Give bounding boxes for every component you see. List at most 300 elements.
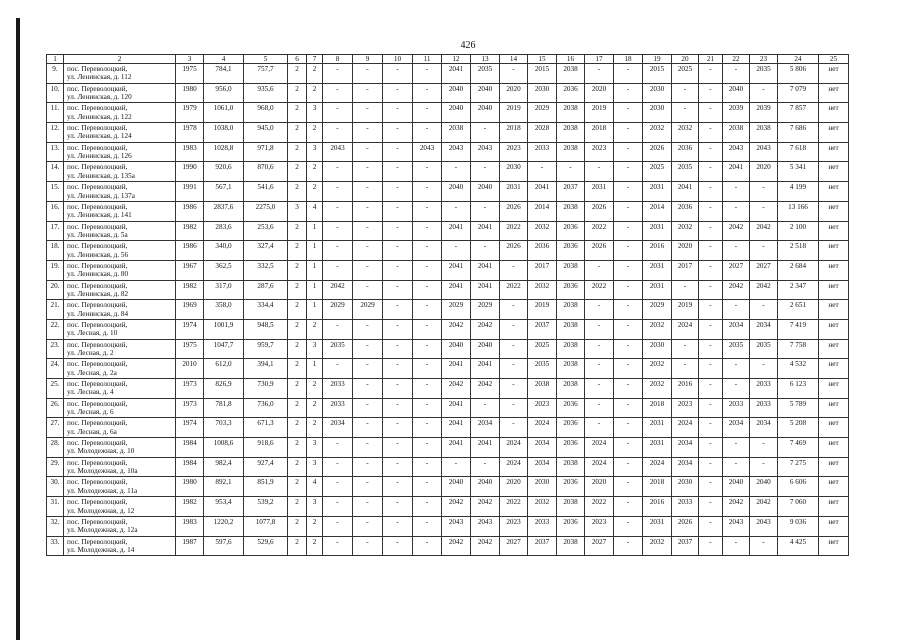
table-cell: 959,7 xyxy=(244,339,288,359)
table-cell: - xyxy=(353,280,383,300)
table-cell: 2031 xyxy=(643,260,672,280)
table-cell: 2 xyxy=(288,319,307,339)
table-cell: - xyxy=(614,477,643,497)
table-row xyxy=(47,300,849,320)
table-cell: 2024 xyxy=(500,457,528,477)
table-cell: - xyxy=(353,339,383,359)
table-cell: 2 xyxy=(288,457,307,477)
address-line: ул. Молодежная, д. 10а xyxy=(67,467,138,476)
address-line: ул. Лесная, д. 10 xyxy=(67,329,118,338)
table-row xyxy=(47,516,849,536)
table-cell: 1 xyxy=(307,359,323,379)
table-cell: - xyxy=(699,221,723,241)
address-line: пос. Переволоцкий, xyxy=(67,65,128,73)
table-cell: - xyxy=(323,83,353,103)
table-cell: 2041 xyxy=(442,221,471,241)
table-cell: 2036 xyxy=(557,241,585,261)
table-cell: - xyxy=(413,300,442,320)
row-number-cell: 18. xyxy=(47,241,64,261)
table-cell: 4 199 xyxy=(778,182,819,202)
table-cell: нет xyxy=(819,418,849,438)
table-cell: 2040 xyxy=(442,477,471,497)
table-cell: - xyxy=(413,536,442,556)
table-cell: 2 xyxy=(307,516,323,536)
table-cell: 2024 xyxy=(528,418,557,438)
address-line: ул. Ленинская, д. 112 xyxy=(67,73,132,82)
table-cell: 2020 xyxy=(585,83,614,103)
table-cell: 2024 xyxy=(643,457,672,477)
table-cell: - xyxy=(500,418,528,438)
table-cell: 2030 xyxy=(528,83,557,103)
table-cell: 2036 xyxy=(557,516,585,536)
table-cell: - xyxy=(672,359,699,379)
table-row xyxy=(47,241,849,261)
table-cell: 2034 xyxy=(723,319,750,339)
column-header: 8 xyxy=(323,55,353,64)
table-cell: - xyxy=(699,162,723,182)
table-container xyxy=(46,54,849,556)
address-cell xyxy=(64,142,176,162)
table-cell: 2042 xyxy=(471,379,500,399)
table-cell: - xyxy=(585,418,614,438)
table-cell: 4 xyxy=(307,201,323,221)
table-cell: - xyxy=(723,359,750,379)
table-cell: 2031 xyxy=(643,516,672,536)
table-cell: 7 686 xyxy=(778,123,819,143)
table-cell: 2 xyxy=(307,123,323,143)
table-cell: - xyxy=(699,260,723,280)
table-row xyxy=(47,359,849,379)
address-line: пос. Переволоцкий, xyxy=(67,84,128,93)
table-cell: 1984 xyxy=(176,457,204,477)
table-cell: 781,8 xyxy=(204,398,244,418)
table-cell: - xyxy=(353,221,383,241)
table-cell: 13 166 xyxy=(778,201,819,221)
table-cell: 784,1 xyxy=(204,64,244,84)
table-cell: 2 100 xyxy=(778,221,819,241)
address-cell xyxy=(64,536,176,556)
table-cell: 7 419 xyxy=(778,319,819,339)
table-cell: 2 xyxy=(288,182,307,202)
table-cell: 2034 xyxy=(750,418,778,438)
table-cell: 2036 xyxy=(557,398,585,418)
table-cell: - xyxy=(383,516,413,536)
table-cell: 2029 xyxy=(323,300,353,320)
table-cell: 2043 xyxy=(471,142,500,162)
table-cell: - xyxy=(323,162,353,182)
table-cell: нет xyxy=(819,398,849,418)
table-cell: 541,6 xyxy=(244,182,288,202)
table-cell: 5 341 xyxy=(778,162,819,182)
table-cell: - xyxy=(585,379,614,399)
table-cell: - xyxy=(323,103,353,123)
table-cell: 2036 xyxy=(672,142,699,162)
header-row xyxy=(47,55,849,64)
table-cell: - xyxy=(353,319,383,339)
table-cell: 7 857 xyxy=(778,103,819,123)
table-cell: - xyxy=(442,162,471,182)
table-cell: 2026 xyxy=(585,201,614,221)
table-cell: 2042 xyxy=(750,280,778,300)
table-cell: - xyxy=(500,379,528,399)
table-cell: 2034 xyxy=(672,457,699,477)
table-cell: 1 xyxy=(307,300,323,320)
table-cell: 2038 xyxy=(442,123,471,143)
table-cell: 1 xyxy=(307,260,323,280)
table-cell: 2035 xyxy=(723,339,750,359)
table-cell: 1975 xyxy=(176,64,204,84)
address-cell xyxy=(64,123,176,143)
table-cell: - xyxy=(471,457,500,477)
table-cell: 2031 xyxy=(643,438,672,458)
table-cell: 1991 xyxy=(176,182,204,202)
column-header: 20 xyxy=(672,55,699,64)
address-line: пос. Переволоцкий, xyxy=(67,439,128,448)
table-cell: 2040 xyxy=(471,182,500,202)
table-cell: 2042 xyxy=(750,221,778,241)
table-header xyxy=(47,55,849,64)
table-cell: 2029 xyxy=(442,300,471,320)
table-cell: 1987 xyxy=(176,536,204,556)
table-cell: - xyxy=(699,379,723,399)
table-cell: 1986 xyxy=(176,241,204,261)
table-cell: 2033 xyxy=(723,398,750,418)
table-cell: - xyxy=(413,123,442,143)
table-cell: 2038 xyxy=(557,260,585,280)
table-cell: - xyxy=(614,379,643,399)
table-cell: - xyxy=(699,359,723,379)
table-cell: - xyxy=(723,182,750,202)
address-line: ул. Ленинская, д. 80 xyxy=(67,270,129,279)
table-cell: нет xyxy=(819,142,849,162)
table-cell: - xyxy=(723,64,750,84)
table-cell: нет xyxy=(819,280,849,300)
table-cell: 948,5 xyxy=(244,319,288,339)
table-cell: 2036 xyxy=(557,438,585,458)
table-cell: - xyxy=(699,497,723,517)
address-line: пос. Переволоцкий, xyxy=(67,183,128,192)
table-cell: - xyxy=(614,221,643,241)
table-cell: нет xyxy=(819,438,849,458)
table-cell: 2027 xyxy=(723,260,750,280)
table-cell: - xyxy=(699,64,723,84)
address-line: ул. Ленинская, д. 135а xyxy=(67,171,135,180)
table-cell: 2038 xyxy=(557,339,585,359)
table-cell: 2034 xyxy=(528,438,557,458)
table-cell: 2035 xyxy=(672,162,699,182)
table-cell: - xyxy=(383,221,413,241)
table-cell: - xyxy=(585,300,614,320)
table-cell: 2029 xyxy=(471,300,500,320)
table-cell: 2020 xyxy=(500,83,528,103)
table-cell: 2037 xyxy=(528,536,557,556)
table-cell: - xyxy=(353,123,383,143)
address-cell xyxy=(64,241,176,261)
table-cell: 2038 xyxy=(557,300,585,320)
address-line: пос. Переволоцкий, xyxy=(67,163,128,172)
table-cell: - xyxy=(383,438,413,458)
address-cell xyxy=(64,339,176,359)
table-cell: нет xyxy=(819,477,849,497)
table-cell: нет xyxy=(819,359,849,379)
table-cell: 2027 xyxy=(585,536,614,556)
table-cell: - xyxy=(413,260,442,280)
table-cell: 2040 xyxy=(442,83,471,103)
table-cell: - xyxy=(413,280,442,300)
table-cell: 2041 xyxy=(471,359,500,379)
table-cell: 2033 xyxy=(323,379,353,399)
table-cell: - xyxy=(353,182,383,202)
column-header: 25 xyxy=(819,55,849,64)
table-cell: - xyxy=(699,201,723,221)
table-cell: 2020 xyxy=(750,162,778,182)
table-cell: - xyxy=(723,438,750,458)
table-cell: - xyxy=(383,319,413,339)
table-row xyxy=(47,339,849,359)
table-cell: 9 036 xyxy=(778,516,819,536)
table-cell: 2043 xyxy=(750,142,778,162)
table-cell: 935,6 xyxy=(244,83,288,103)
table-cell: - xyxy=(353,457,383,477)
table-cell: 3 xyxy=(307,339,323,359)
table-cell: 2025 xyxy=(672,64,699,84)
table-row xyxy=(47,457,849,477)
table-cell: 1982 xyxy=(176,280,204,300)
table-cell: 2022 xyxy=(500,280,528,300)
column-header: 2 xyxy=(64,55,176,64)
address-cell xyxy=(64,300,176,320)
table-cell: 1983 xyxy=(176,516,204,536)
table-cell: - xyxy=(323,438,353,458)
table-cell: 2017 xyxy=(672,260,699,280)
address-cell xyxy=(64,201,176,221)
table-cell: 1220,2 xyxy=(204,516,244,536)
table-cell: 362,5 xyxy=(204,260,244,280)
address-line: пос. Переволоцкий, xyxy=(67,458,128,467)
table-cell: 2040 xyxy=(442,182,471,202)
table-cell: - xyxy=(353,162,383,182)
table-cell: 1028,8 xyxy=(204,142,244,162)
table-cell: 2 xyxy=(288,359,307,379)
table-cell: 2038 xyxy=(557,103,585,123)
table-cell: 2040 xyxy=(471,477,500,497)
table-cell: 2022 xyxy=(585,280,614,300)
table-cell: - xyxy=(353,64,383,84)
table-cell: 2040 xyxy=(750,477,778,497)
table-cell: 2030 xyxy=(643,103,672,123)
address-line: пос. Переволоцкий, xyxy=(67,498,128,507)
table-cell: - xyxy=(672,83,699,103)
table-cell: 2030 xyxy=(500,162,528,182)
table-cell: 2 xyxy=(288,162,307,182)
table-cell: 2015 xyxy=(643,64,672,84)
table-cell: 2035 xyxy=(750,339,778,359)
table-cell: 2014 xyxy=(528,201,557,221)
address-line: ул. Ленинская, д. 82 xyxy=(67,289,129,298)
table-cell: 2034 xyxy=(723,418,750,438)
table-cell: - xyxy=(750,201,778,221)
table-cell: 1001,9 xyxy=(204,319,244,339)
table-cell: 2038 xyxy=(557,319,585,339)
table-cell: - xyxy=(699,280,723,300)
table-cell: 2038 xyxy=(528,379,557,399)
table-cell: 2032 xyxy=(528,280,557,300)
table-cell: - xyxy=(614,497,643,517)
table-cell: нет xyxy=(819,201,849,221)
table-cell: 2023 xyxy=(500,142,528,162)
table-cell: 953,4 xyxy=(204,497,244,517)
table-cell: 2026 xyxy=(643,142,672,162)
table-cell: - xyxy=(614,103,643,123)
column-header: 13 xyxy=(471,55,500,64)
address-line: пос. Переволоцкий, xyxy=(67,143,128,152)
table-row xyxy=(47,123,849,143)
table-cell: 851,9 xyxy=(244,477,288,497)
table-cell: - xyxy=(500,300,528,320)
address-cell xyxy=(64,398,176,418)
table-cell: - xyxy=(614,438,643,458)
table-cell: 2023 xyxy=(528,398,557,418)
table-row xyxy=(47,477,849,497)
table-cell: - xyxy=(353,418,383,438)
row-number-cell: 19. xyxy=(47,260,64,280)
table-cell: 2043 xyxy=(323,142,353,162)
table-cell: 1982 xyxy=(176,497,204,517)
table-cell: - xyxy=(672,339,699,359)
table-cell: 1 xyxy=(307,241,323,261)
table-cell: - xyxy=(353,398,383,418)
table-cell: - xyxy=(471,123,500,143)
table-cell: 7 469 xyxy=(778,438,819,458)
table-cell: 2040 xyxy=(471,103,500,123)
column-header: 19 xyxy=(643,55,672,64)
table-cell: нет xyxy=(819,64,849,84)
table-cell: - xyxy=(383,418,413,438)
table-cell: 2034 xyxy=(323,418,353,438)
address-cell xyxy=(64,64,176,84)
table-cell: - xyxy=(353,241,383,261)
table-cell: - xyxy=(383,83,413,103)
table-cell: нет xyxy=(819,83,849,103)
table-cell: 3 xyxy=(307,103,323,123)
table-cell: 2042 xyxy=(442,497,471,517)
page-number: 426 xyxy=(460,40,476,51)
table-cell: 2 xyxy=(288,221,307,241)
table-cell: 2 347 xyxy=(778,280,819,300)
table-cell: 2033 xyxy=(528,142,557,162)
table-cell: - xyxy=(585,339,614,359)
table-cell: 327,4 xyxy=(244,241,288,261)
table-cell: - xyxy=(699,418,723,438)
address-cell xyxy=(64,280,176,300)
table-cell: 2027 xyxy=(500,536,528,556)
table-cell: 597,6 xyxy=(204,536,244,556)
column-header: 12 xyxy=(442,55,471,64)
table-cell: 2031 xyxy=(643,221,672,241)
table-cell: 2038 xyxy=(557,201,585,221)
address-cell xyxy=(64,260,176,280)
table-cell: 968,0 xyxy=(244,103,288,123)
table-cell: - xyxy=(699,398,723,418)
table-cell: 2032 xyxy=(643,379,672,399)
table-cell: 2042 xyxy=(750,497,778,517)
address-cell xyxy=(64,359,176,379)
table-cell: 2039 xyxy=(723,103,750,123)
table-cell: 2031 xyxy=(585,182,614,202)
table-cell: - xyxy=(723,241,750,261)
row-number-cell: 30. xyxy=(47,477,64,497)
table-cell: - xyxy=(614,398,643,418)
table-cell: 2 xyxy=(307,418,323,438)
table-cell: - xyxy=(323,497,353,517)
table-cell: - xyxy=(353,142,383,162)
table-cell: - xyxy=(614,182,643,202)
table-cell: 2037 xyxy=(557,182,585,202)
table-cell: - xyxy=(614,516,643,536)
table-cell: 2016 xyxy=(643,497,672,517)
table-cell: - xyxy=(750,182,778,202)
table-cell: 2038 xyxy=(557,359,585,379)
table-cell: 826,9 xyxy=(204,379,244,399)
table-cell: 2033 xyxy=(323,398,353,418)
address-cell xyxy=(64,438,176,458)
table-cell: 2019 xyxy=(585,103,614,123)
table-cell: 2 xyxy=(307,398,323,418)
table-cell: 2041 xyxy=(442,64,471,84)
table-cell: 2 xyxy=(307,83,323,103)
table-cell: 2 xyxy=(288,418,307,438)
address-cell xyxy=(64,319,176,339)
table-cell: - xyxy=(413,201,442,221)
table-row xyxy=(47,260,849,280)
table-row xyxy=(47,398,849,418)
table-cell: 2024 xyxy=(500,438,528,458)
table-cell: 2 xyxy=(288,379,307,399)
table-cell: - xyxy=(585,359,614,379)
row-number-cell: 26. xyxy=(47,398,64,418)
table-cell: 2022 xyxy=(585,221,614,241)
table-cell: - xyxy=(383,398,413,418)
address-line: ул. Молодежная, д. 12 xyxy=(67,506,135,515)
table-cell: - xyxy=(699,319,723,339)
address-line: ул. Лесная, д. 2а xyxy=(67,368,117,377)
table-cell: - xyxy=(585,398,614,418)
table-cell: - xyxy=(699,536,723,556)
table-cell: - xyxy=(699,103,723,123)
table-cell: 5 208 xyxy=(778,418,819,438)
row-number-cell: 21. xyxy=(47,300,64,320)
table-cell: нет xyxy=(819,516,849,536)
table-cell: - xyxy=(442,241,471,261)
table-cell: 2041 xyxy=(471,260,500,280)
row-number-cell: 16. xyxy=(47,201,64,221)
table-cell: - xyxy=(413,497,442,517)
table-cell: 2042 xyxy=(471,497,500,517)
table-cell: - xyxy=(750,241,778,261)
table-cell: 2017 xyxy=(528,260,557,280)
table-cell: - xyxy=(699,438,723,458)
table-cell: - xyxy=(750,536,778,556)
row-number-cell: 14. xyxy=(47,162,64,182)
table-cell: - xyxy=(383,536,413,556)
table-cell: - xyxy=(672,103,699,123)
table-cell: - xyxy=(413,319,442,339)
table-cell: 2033 xyxy=(750,398,778,418)
table-cell: 287,6 xyxy=(244,280,288,300)
table-cell: 1967 xyxy=(176,260,204,280)
address-line: пос. Переволоцкий, xyxy=(67,222,128,231)
table-cell: - xyxy=(323,260,353,280)
